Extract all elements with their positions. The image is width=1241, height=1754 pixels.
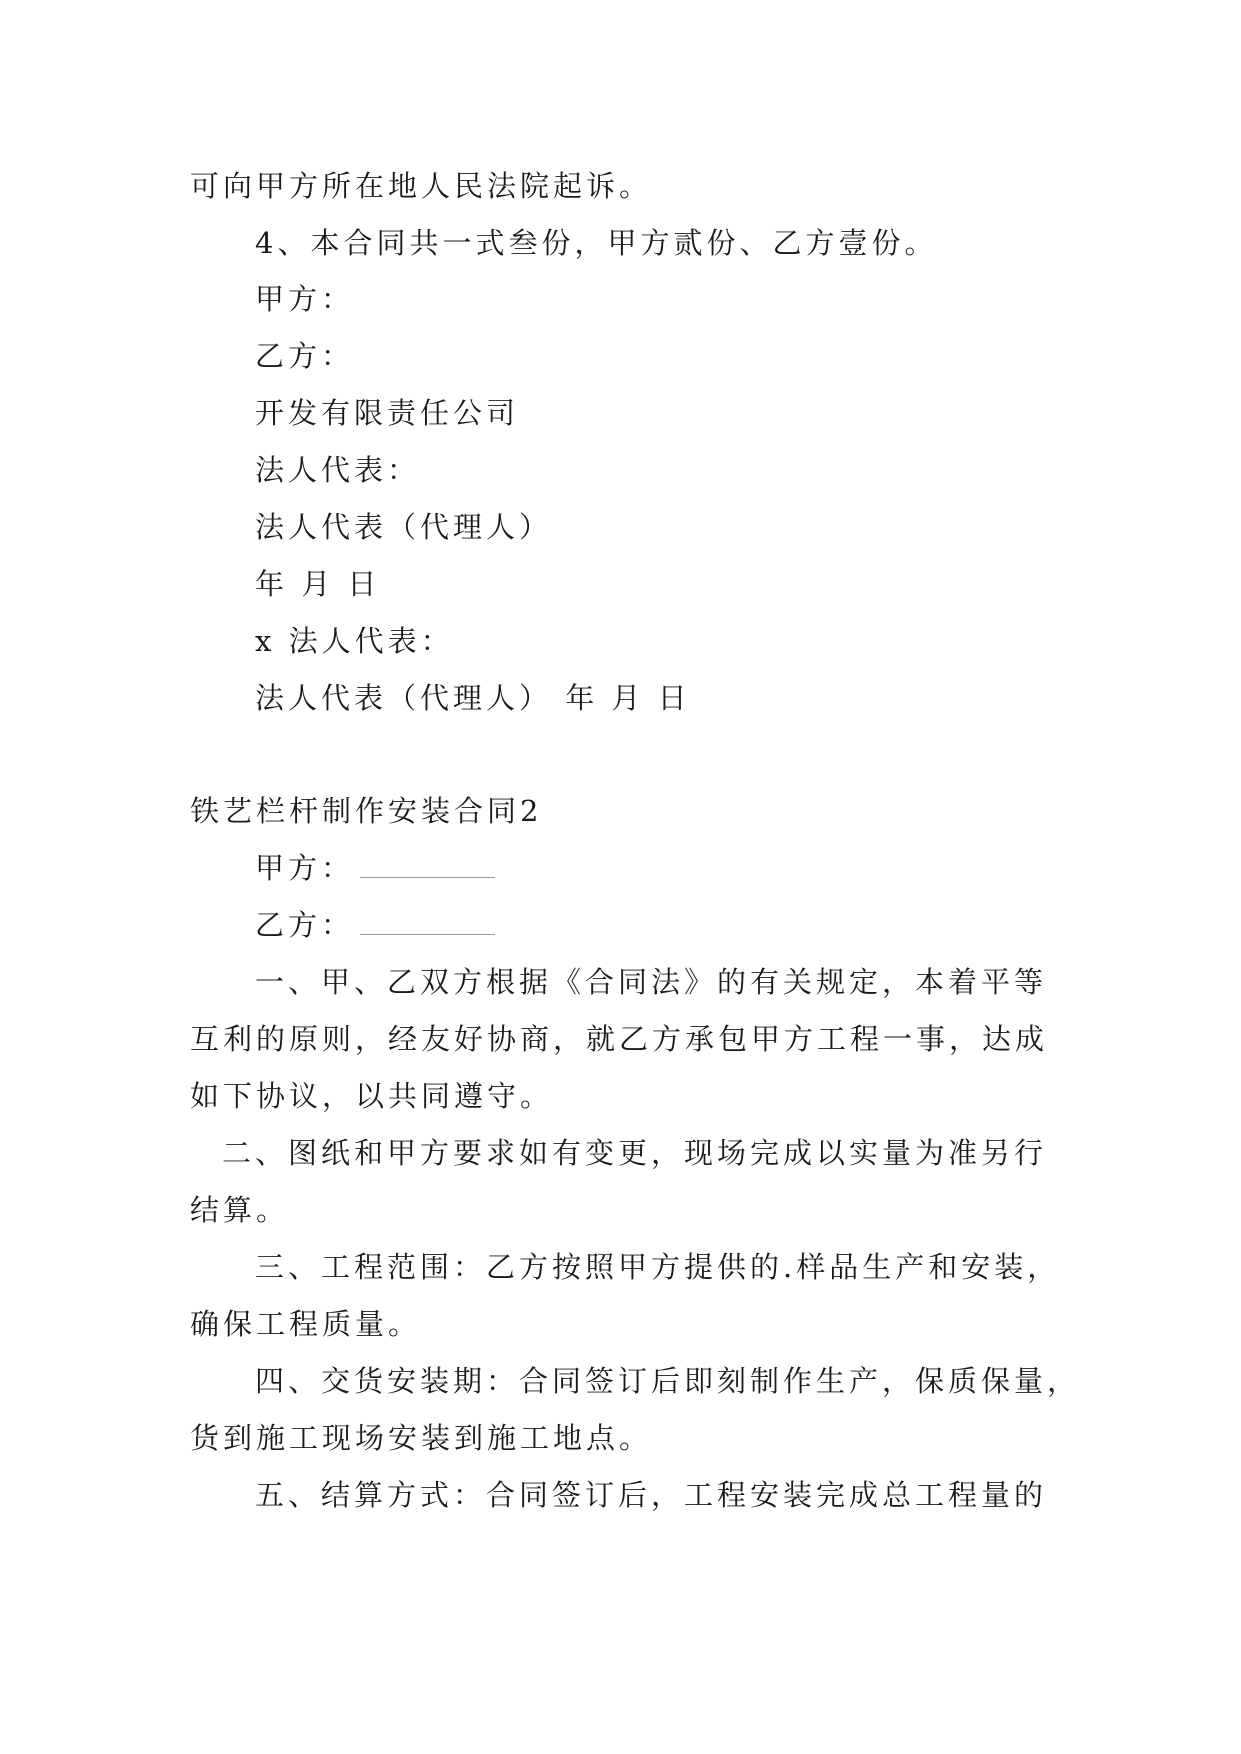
text-line: 四、交货安装期：合同签订后即刻制作生产，保质保量， xyxy=(255,1364,1081,1398)
text-line: 甲方： xyxy=(255,282,355,316)
signature-line-party-a xyxy=(255,848,495,888)
text-line: 法人代表（代理人） 年 月 日 xyxy=(255,681,691,715)
text-line: 可向甲方所在地人民法院起诉。 xyxy=(190,169,653,203)
text-line: 甲方： xyxy=(255,851,355,885)
text-line: x 法人代表： xyxy=(255,624,454,658)
blank-underline xyxy=(360,853,495,878)
text-line: 乙方： xyxy=(255,339,355,373)
text-line: 年 月 日 xyxy=(255,567,381,601)
signature-line-party-b xyxy=(255,905,495,945)
text-line: 开发有限责任公司 xyxy=(255,396,520,430)
text-line: 确保工程质量。 xyxy=(190,1307,422,1341)
text-line: 货到施工现场安装到施工地点。 xyxy=(190,1421,653,1455)
text-line: 互利的原则，经友好协商，就乙方承包甲方工程一事，达成 xyxy=(190,1022,1049,1056)
text-line: 一、甲、乙双方根据《合同法》的有关规定，本着平等 xyxy=(255,965,1048,999)
blank-underline xyxy=(360,910,495,935)
text-line: 乙方： xyxy=(255,908,355,942)
text-line: 结算。 xyxy=(190,1193,290,1227)
text-line: 法人代表： xyxy=(255,453,421,487)
text-line: 如下协议，以共同遵守。 xyxy=(190,1079,554,1113)
text-line: 五、结算方式：合同签订后，工程安装完成总工程量的 xyxy=(255,1478,1048,1512)
text-line: 三、工程范围：乙方按照甲方提供的.样品生产和安装， xyxy=(255,1250,1061,1284)
text-line: 二、图纸和甲方要求如有变更，现场完成以实量为准另行 xyxy=(222,1136,1048,1170)
section-title: 铁艺栏杆制作安装合同2 xyxy=(190,794,543,828)
text-line: 4、本合同共一式叁份，甲方贰份、乙方壹份。 xyxy=(255,226,938,260)
text-line: 法人代表（代理人） xyxy=(255,510,553,544)
